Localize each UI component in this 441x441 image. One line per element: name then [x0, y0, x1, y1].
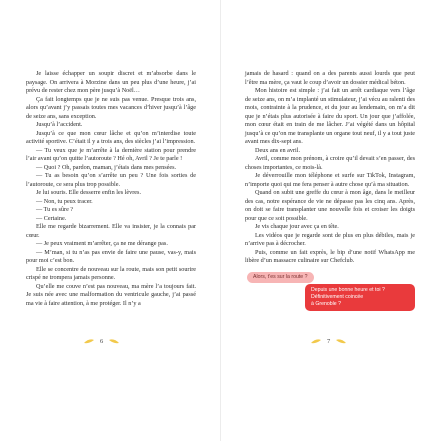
paragraph: Ça fait longtemps que je ne suis pas venue. Presque trois ans, alors qu’avant j’y passais toutes mes vacances d’hiver jusqu’à l’âge de seize ans, sans exception. — [26, 95, 196, 120]
paragraph: Avril, comme mon prénom, à croire qu’il devait s’en passer, des choses importantes, ce mois-là. — [245, 155, 415, 171]
paragraph: Je lui souris. Elle desserre enfin les lèvres. — [36, 189, 141, 196]
paragraph: — Tu veux que je m’arrête à la dernière station pour prendre l’air avant qu’on quitte l’autoroute ? Hé oh, Avril ? Je te parle ! — [26, 146, 196, 162]
paragraph: Les vidéos que je regarde sont de plus en plus débiles, mais je n’arrive pas à décrocher. — [245, 231, 415, 247]
page-number-footer — [84, 338, 119, 345]
leaf-ornament-icon — [109, 339, 119, 344]
paragraph: — Non, tu peux tracer. — [36, 197, 93, 205]
page-number: 7 — [327, 338, 331, 345]
paragraph: — Tu es sûre ? — [36, 206, 74, 213]
leaf-ornament-icon — [311, 339, 321, 344]
outgoing-message-line: à Grenoble ? — [311, 300, 341, 307]
paragraph: Elle se concentre de nouveau sur la route, mais son petit sourire crispé ne trompera jamais personne. — [26, 265, 196, 281]
outgoing-message-line: Depuis une bonne heure et toi ? — [311, 286, 385, 293]
paragraph: jamais de hasard : quand on a des parents aussi lourds que peut l’être ma mère, ça vaut le coup d’avoir un dossier médical béton. — [245, 70, 415, 86]
paragraph: Quand on subit une greffe du cœur à mon âge, dans le meilleur des cas, notre espérance de vie ne dépasse pas les cinq ans. Après, on doit se faire transplanter une nouvelle fois et croiser les doigts pour que ce soit possible. — [245, 189, 415, 222]
paragraph: Je déverrouille mon téléphone et surfe sur TikTok, Instagram, n’importe quoi qui me fera penser à autre chose qu’à ma situation. — [245, 172, 415, 188]
paragraph: Mon histoire est simple : j’ai fait un arrêt cardiaque vers l’âge de seize ans, on m’a implanté un stimulateur, j’ai vécu au ralenti des mois, contrainte à la prudence, et du jour au lendemain, on m’a dit que je n’étais plus autorisée à faire du sport. Un jour que j’affolée, mon cœur était en train de me lâcher. J’ai végété dans un hôpital jusqu’à ce qu’on me transplante un organe tout neuf, il y a tout juste avant mes dix-sept ans. — [245, 87, 415, 145]
paragraph: Puis, comme un fait exprès, le bip d’une notif WhatsApp me libère d’un massacre culinaire sur Chefclub. — [245, 248, 415, 264]
page-number: 6 — [100, 338, 104, 345]
leaf-ornament-icon — [336, 339, 346, 344]
outgoing-message-bubble — [305, 284, 415, 311]
paragraph: Jusqu’à ce que mon cœur lâche et qu’on m’interdise toute activité sportive. C’était il y a trois ans, des siècles j’ai l’impression. — [26, 129, 196, 145]
right-page-text — [245, 70, 415, 314]
paragraph: — Certaine. — [36, 214, 67, 222]
outgoing-message-line: Définitivement coincée — [311, 293, 364, 300]
paragraph: — M’man, si tu n’as pas envie de faire une pause, vas-y, mais pour moi c’est bon. — [26, 248, 196, 264]
paragraph: Je laisse échapper un soupir discret et m’absorbe dans le paysage. On arrivera à Morzine dans un peu plus d’une heure, j’ai prévu de rester chez mon père jusqu’à Noël… — [26, 70, 196, 94]
paragraph: — Je peux vraiment m’arrêter, ça ne me dérange pas. — [36, 240, 168, 247]
paragraph: Deux ans en avril. — [255, 146, 301, 154]
paragraph: Qu’elle me couve n’est pas nouveau, ma mère l’a toujours fait. Je suis née avec une malformation du ventricule gauche, j’ai passé ma vie à faire attention, à me protéger. Il n’y a — [26, 282, 196, 307]
paragraph: — Tu as besoin qu’on s’arrête un peu ? Une fois sorties de l’autoroute, ce sera plus trop possible. — [26, 172, 196, 188]
left-page-text — [26, 70, 196, 308]
left-page — [0, 0, 220, 441]
page-number-footer — [311, 338, 346, 345]
chat-messages — [245, 272, 415, 314]
leaf-ornament-icon — [84, 339, 94, 344]
paragraph: Elle me regarde bizarrement. Elle va insister, je la connais par cœur. — [26, 223, 196, 239]
paragraph: Je vis chaque jour avec ça en tête. — [255, 223, 339, 230]
incoming-message-bubble: Alors, t’es sur la route ? — [247, 272, 314, 283]
right-page — [221, 0, 441, 441]
paragraph: — Quoi ? Oh, pardon, maman, j’étais dans mes pensées. — [36, 163, 177, 171]
paragraph: Jusqu’à l’accident. — [36, 121, 83, 128]
